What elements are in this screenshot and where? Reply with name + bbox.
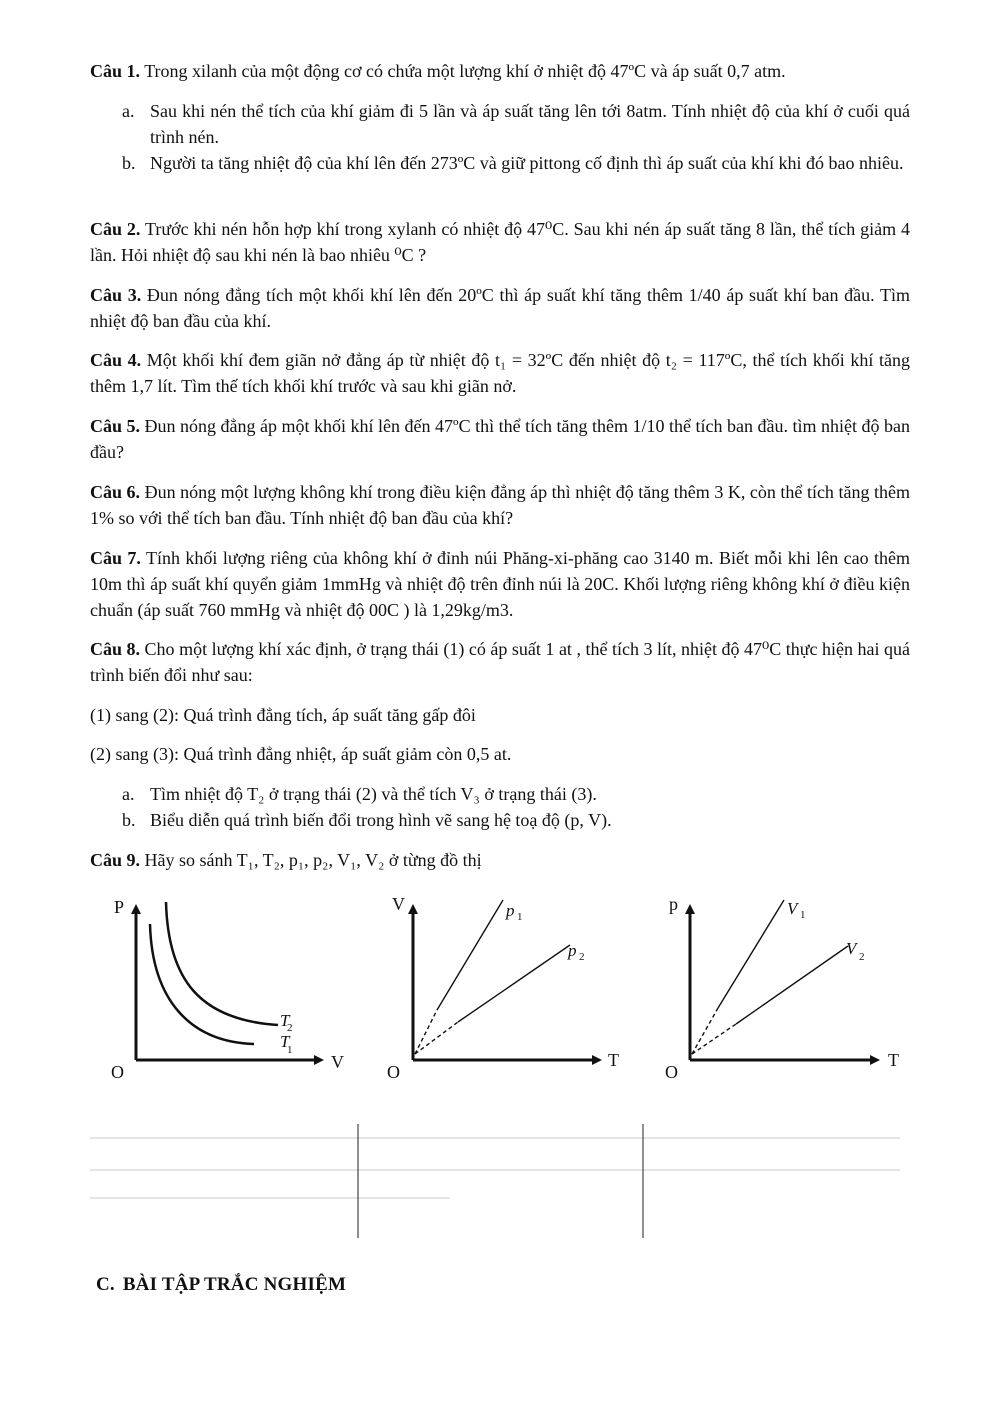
question-1-part-a (122, 98, 910, 150)
question-5 (90, 413, 910, 465)
isobar-p2-line (458, 945, 570, 1022)
question-7 (90, 545, 910, 623)
section-heading (96, 1272, 346, 1298)
curve-label-subscript: 2 (287, 1022, 293, 1034)
question-8 (90, 636, 910, 688)
origin-label: O (665, 1062, 678, 1082)
question-8-part-b (122, 807, 910, 833)
question-3 (90, 282, 910, 334)
isobar-p1-extrapolation (415, 1010, 437, 1054)
graph-pt-isochores (665, 894, 899, 1082)
isochore-v2-extrapolation (692, 1024, 736, 1054)
question-label: Câu 5. (90, 416, 141, 436)
section-title: BÀI TẬP TRẮC NGHIỆM (122, 1274, 347, 1295)
x-axis-label: V (331, 1052, 344, 1072)
line-label-subscript: 1 (800, 909, 806, 921)
answer-area (0, 1120, 1000, 1250)
question-label: Câu 1. (90, 61, 141, 81)
line-label-subscript: 2 (859, 951, 865, 963)
question-text: Tính khối lượng riêng của không khí ở đỉnh núi Phăng-xi-phăng cao 3140 m. Biết mỗi khi lên cao thêm 10m thì áp suất khí quyển giảm 1mmHg và nhiệt độ trên đỉnh núi là 20C. Khối lượng riêng không khí ở điều kiện chuẩn (áp suất 760 mmHg và nhiệt độ 00C ) là 1,29kg/m3. (90, 548, 910, 620)
part-text: Sau khi nén thể tích của khí giảm đi 5 lần và áp suất tăng lên tới 8atm. Tính nhiệt độ của khí ở cuối quá trình nén. (150, 101, 910, 147)
question-4 (90, 347, 910, 399)
isotherm-t1-curve (150, 924, 254, 1044)
question-label: Câu 2. (90, 219, 141, 239)
question-label: Câu 6. (90, 482, 141, 502)
question-label: Câu 7. (90, 548, 141, 568)
question-6 (90, 479, 910, 531)
question-label: Câu 8. (90, 639, 141, 659)
question-text: Đun nóng một lượng không khí trong điều kiện đẳng áp thì nhiệt độ tăng thêm 3 K, còn thể tích tăng thêm 1% so với thể tích ban đầu. Tính nhiệt độ ban đầu của khí? (90, 482, 910, 528)
origin-label: O (111, 1062, 124, 1082)
part-label: b. (122, 153, 136, 173)
x-axis-label: T (888, 1050, 899, 1070)
part-label: a. (122, 784, 135, 804)
question-text: Đun nóng đẳng tích một khối khí lên đến 20ºC thì áp suất khí tăng thêm 1/40 áp suất khí ban đầu. Tìm nhiệt độ ban đầu của khí. (90, 285, 911, 331)
answer-lines (0, 1120, 1000, 1250)
isobar-p2-extrapolation (415, 1022, 458, 1054)
origin-label: O (387, 1062, 400, 1082)
question-label: Câu 9. (90, 850, 141, 870)
part-label: b. (122, 810, 136, 830)
part-text: Người ta tăng nhiệt độ của khí lên đến 273ºC và giữ pittong cố định thì áp suất của khí khi đó bao nhiêu. (150, 153, 904, 173)
question-text: Hãy so sánh T₁, T₂, p₁, p₂, V₁, V₂ ở từng đồ thị (140, 850, 482, 870)
x-axis-label: T (608, 1050, 619, 1070)
graphs-row (0, 880, 1000, 1090)
line-label-letter: V (846, 939, 857, 958)
part-label: a. (122, 101, 135, 121)
curve-label-letter: T (280, 1011, 290, 1030)
question-text: Đun nóng đẳng áp một khối khí lên đến 47ºC thì thể tích tăng thêm 1/10 thể tích ban đầu. tìm nhiệt độ ban đầu? (90, 416, 910, 462)
isochore-v2-line (736, 946, 848, 1024)
y-axis-label: p (669, 894, 678, 914)
question-8-step-2: (2) sang (3): Quá trình đẳng nhiệt, áp suất giảm còn 0,5 at. (90, 744, 512, 764)
question-text: Cho một lượng khí xác định, ở trạng thái (1) có áp suất 1 at , thể tích 3 lít, nhiệt độ 47⁰C thực hiện hai quá trình biến đổi như sau: (90, 639, 911, 685)
isochore-v1-line (718, 900, 784, 1008)
question-8-part-a (122, 781, 910, 807)
line-label-letter: p (568, 941, 577, 960)
isotherm-t2-curve (166, 902, 278, 1025)
y-axis-label: P (114, 897, 125, 917)
part-text: Biểu diễn quá trình biến đổi trong hình vẽ sang hệ toạ độ (p, V). (150, 810, 612, 830)
curve-label-subscript: 1 (287, 1044, 293, 1056)
question-1-part-b (122, 150, 910, 176)
isobar-p1-line (437, 900, 503, 1010)
question-label: Câu 4. (90, 350, 142, 370)
line-label-subscript: 2 (579, 951, 585, 963)
section-number: C. (96, 1274, 115, 1295)
question-8-step-1: (1) sang (2): Quá trình đẳng tích, áp suất tăng gấp đôi (90, 705, 476, 725)
line-label-letter: V (787, 899, 798, 918)
question-9 (90, 847, 910, 873)
question-1 (90, 58, 910, 84)
question-text: Trong xilanh của một động cơ có chứa một lượng khí ở nhiệt độ 47ºC và áp suất 0,7 atm. (140, 61, 786, 81)
graph-vt-isobars (387, 894, 619, 1082)
question-text: Trước khi nén hỗn hợp khí trong xylanh có nhiệt độ 47⁰C. Sau khi nén áp suất tăng 8 lần, thể tích giảm 4 lần. Hỏi nhiệt độ sau khi nén là bao nhiêu ⁰C ? (90, 219, 911, 265)
y-axis-label: V (392, 894, 405, 914)
part-text: Tìm nhiệt độ T₂ ở trạng thái (2) và thể tích V₃ ở trạng thái (3). (150, 784, 597, 804)
line-label-letter: p (506, 901, 515, 920)
line-label-subscript: 1 (517, 911, 523, 923)
question-2 (90, 216, 910, 268)
graphs-figure (0, 880, 1000, 1090)
question-label: Câu 3. (90, 285, 142, 305)
isochore-v1-extrapolation (692, 1008, 718, 1054)
graph-pv-isotherms (111, 897, 344, 1082)
question-text: Một khối khí đem giãn nở đẳng áp từ nhiệt độ t₁ = 32ºC đến nhiệt độ t₂ = 117ºC, thể tích khối khí tăng thêm 1,7 lít. Tìm thế tích khối khí trước và sau khi giãn nở. (90, 350, 910, 396)
curve-label-letter: T (280, 1032, 290, 1051)
